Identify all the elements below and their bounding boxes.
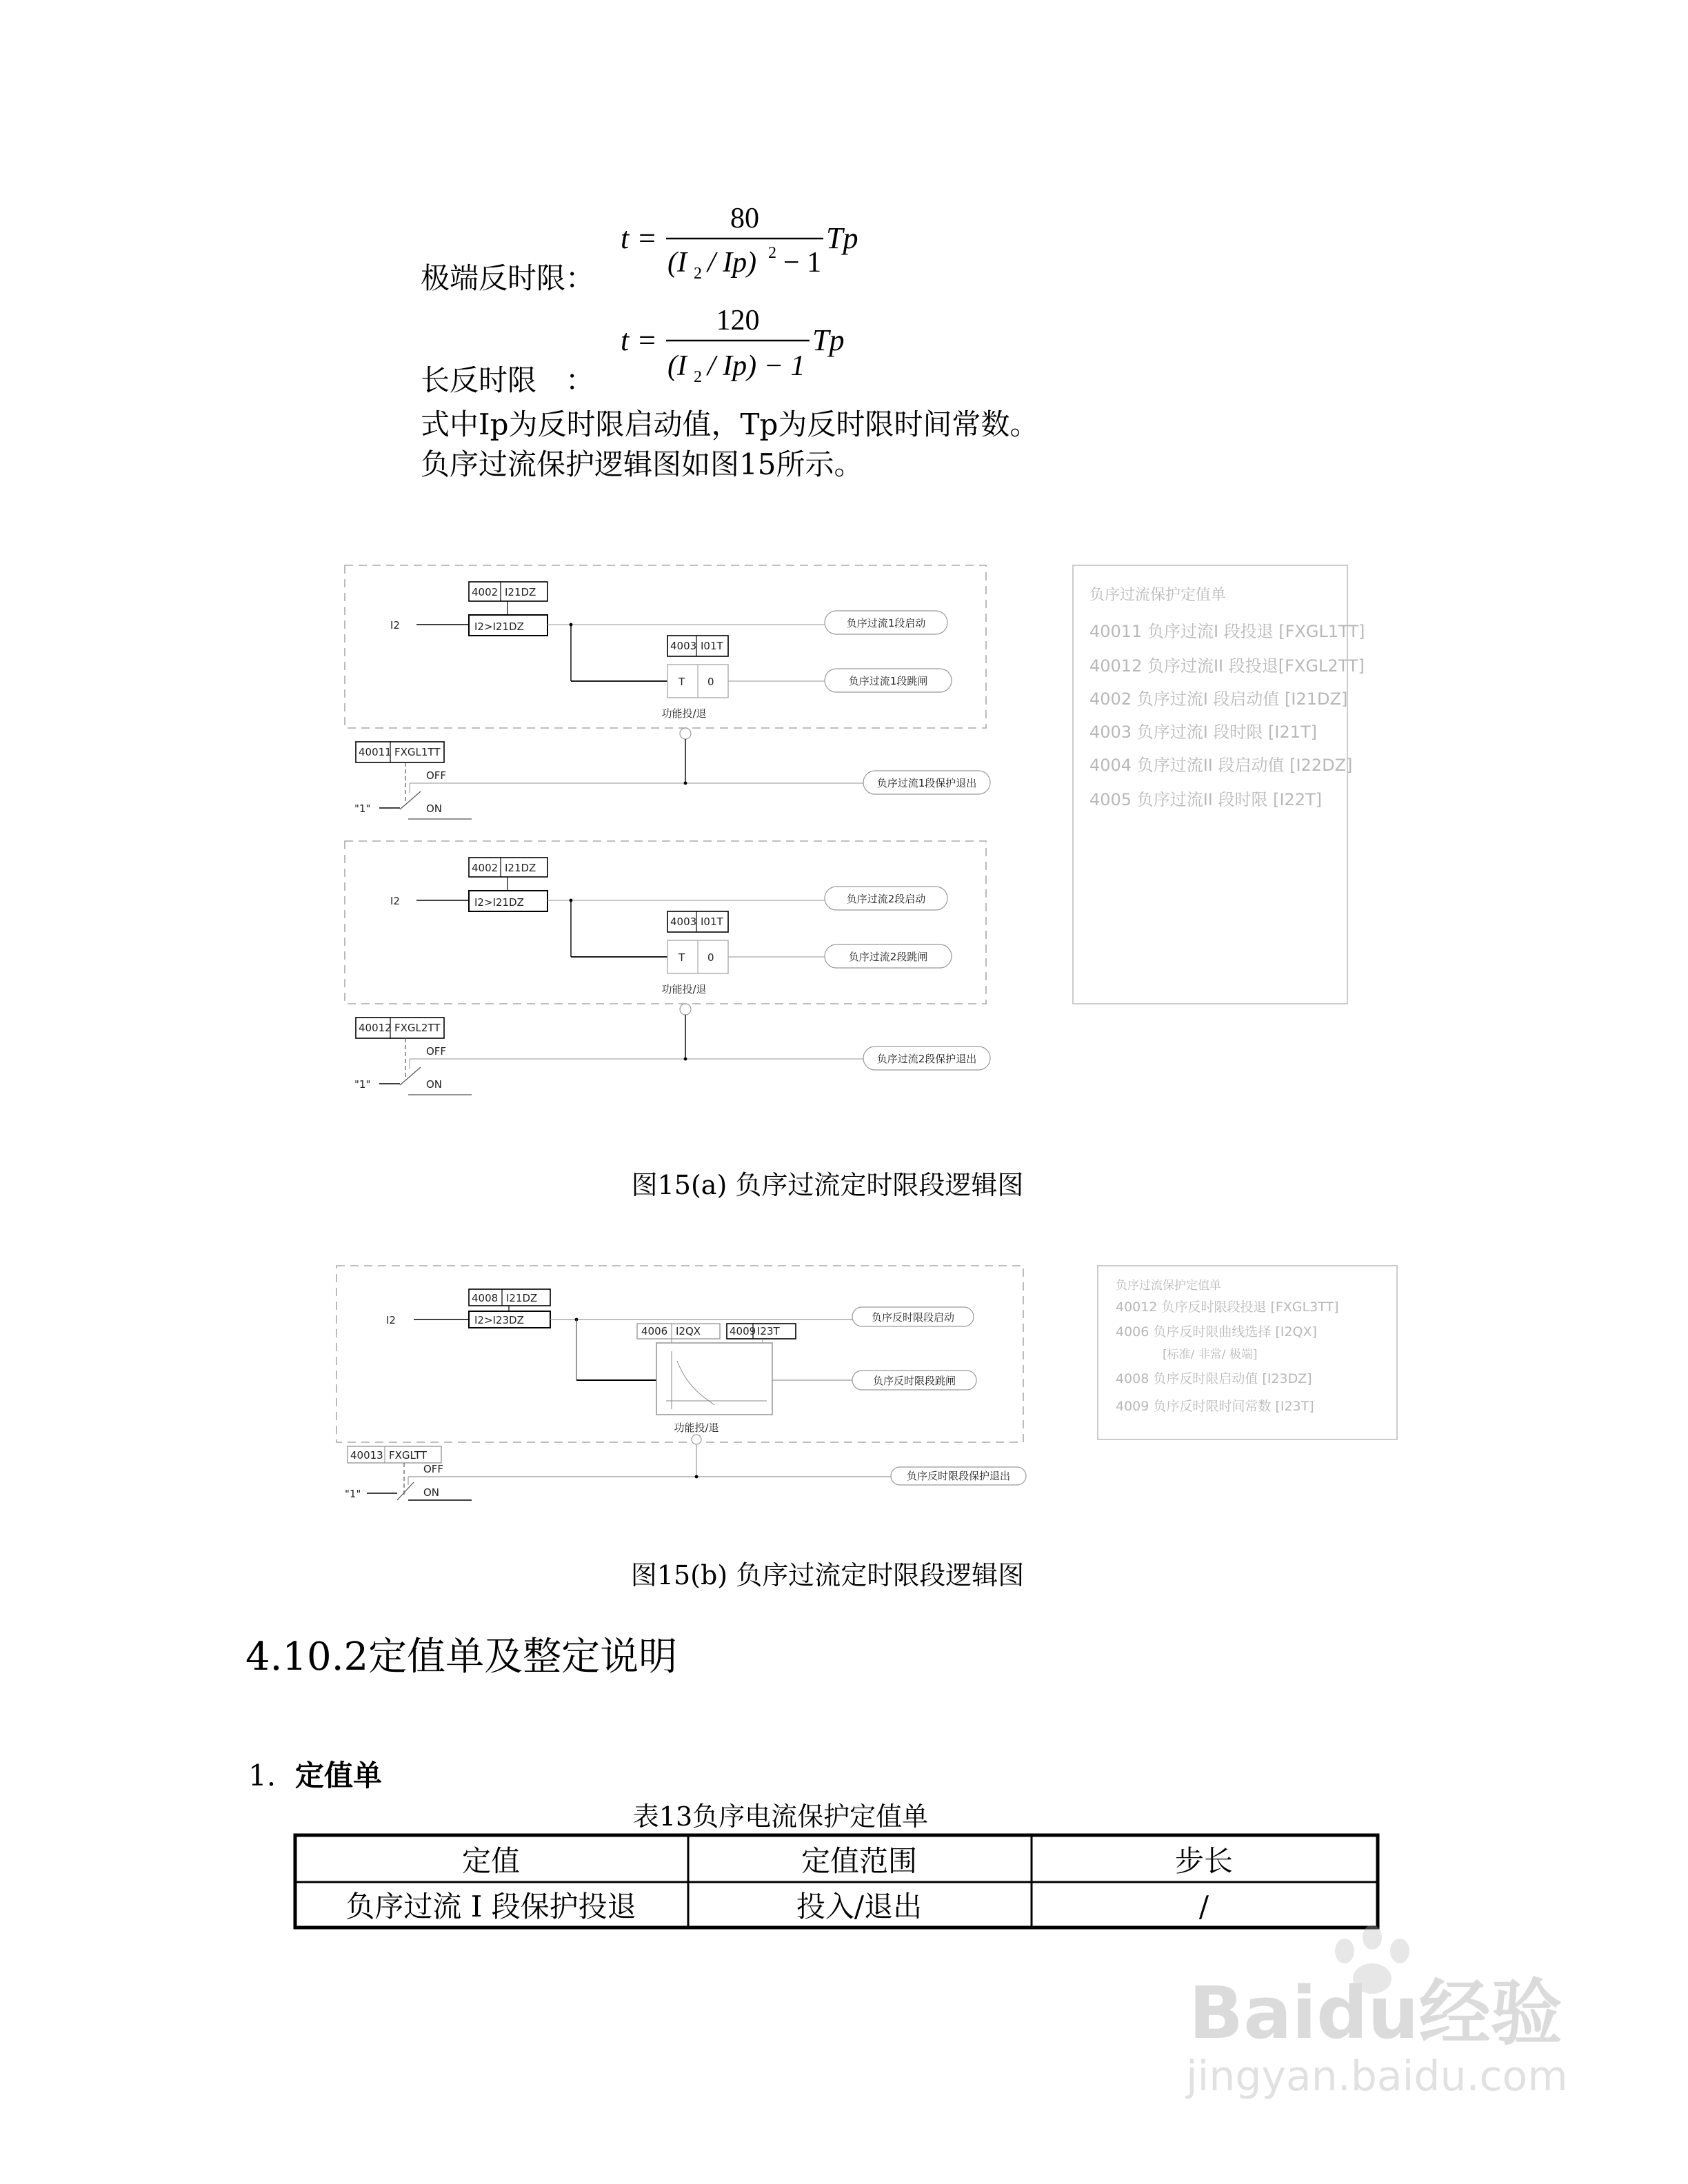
off-label: OFF [426,1045,447,1058]
settings-item: 4006 负序反时限曲线选择 [I2QX] [1116,1324,1317,1339]
on-label: ON [423,1486,440,1499]
formula-den: (I [667,247,687,279]
table-header: 定值范围 [801,1844,918,1878]
switch-name: FXGL2TT [394,1022,441,1034]
formula-den-mid: / Ip) [707,247,757,279]
function-toggle-label: 功能投/退 [661,983,707,995]
output-label: 负序反时限段跳闸 [872,1375,956,1387]
settings-item: 4003 负序过流I 段时限 [I21T] [1089,722,1318,742]
output-exit-label: 负序过流1段保护退出 [876,777,977,789]
table-cell: / [1198,1890,1209,1923]
subheading-number: 1. [248,1759,277,1792]
settings-item: 4008 负序反时限启动值 [I23DZ] [1116,1371,1312,1386]
switch-code: 40012 [359,1022,392,1034]
timer-zero: 0 [707,951,714,964]
settings-item: 4004 负序过流II 段启动值 [I22DZ] [1089,756,1353,775]
subheading-text: 定值单 [295,1759,383,1792]
settings-item: 40012 负序过流II 段投退[FXGL2TT] [1089,656,1365,676]
output-trip-label: 负序过流2段跳闸 [848,951,928,963]
timer-t: T [679,951,685,964]
switch-name: FXGLTT [389,1449,427,1462]
input-label: I2 [390,895,400,907]
formula-den-tail: − 1 [783,247,822,279]
curve-name: I2QX [676,1325,701,1337]
setting-code: 4008 [472,1292,499,1304]
timer-zero: 0 [707,676,714,688]
output-label: 负序反时限段启动 [871,1311,955,1324]
off-label: OFF [423,1463,444,1475]
setting-code: 4002 [472,586,499,598]
output-exit [891,1467,1026,1485]
table-caption: 表13负序电流保护定值单 [632,1801,929,1832]
logic-one-label: "1" [345,1488,361,1500]
watermark-brand: Baidu经验 [1189,1971,1563,2055]
formula-sub: 2 [694,265,702,283]
on-label: ON [426,802,443,815]
timer-name: I01T [701,916,723,928]
off-label: OFF [426,769,447,782]
timer-t: T [679,676,685,688]
settings-item: 40011 负序过流I 段投退 [FXGL1TT] [1089,622,1365,641]
settings-item: 40012 负序反时限段投退 [FXGL3TT] [1116,1300,1339,1315]
table-header: 定值 [461,1844,521,1878]
fig-a-section-2 [345,841,990,1095]
switch-code: 40011 [359,746,392,758]
section-heading: 4.10.2定值单及整定说明 [245,1635,678,1679]
watermark-url: jingyan.baidu.com [1186,2052,1568,2101]
fig-b-diagram [336,1266,1026,1500]
input-label: I2 [386,1314,396,1326]
paragraph: 式中Ip为反时限启动值，Tp为反时限时间常数。 [421,407,1039,441]
settings-item: [标准/ 非常/ 极端] [1163,1348,1258,1362]
formula-lhs: t = [621,323,657,357]
fig-a-settings-box [1073,565,1365,1004]
output-start [852,1307,974,1326]
connector-line [400,791,421,809]
settings-item: 4005 负序过流II 段时限 [I22T] [1089,790,1323,809]
timer-code: 4003 [670,640,697,652]
formula-factor: Tp [826,221,858,255]
timer-code: 4003 [670,916,697,928]
logic-one-label: "1" [354,1078,371,1091]
formula-sup: 2 [768,244,776,262]
junction-dot [684,1058,687,1061]
tconst-code: 4009 [730,1325,756,1337]
output-start-label: 负序过流2段启动 [846,893,926,905]
setting-name: I21DZ [506,1292,538,1304]
logic-one-label: "1" [354,802,371,815]
formula-numerator: 120 [716,305,760,336]
formula-factor: Tp [812,323,845,357]
settings-item: 4009 负序反时限时间常数 [I23T] [1116,1399,1314,1414]
logic-boundary [345,565,986,728]
settings-title: 负序过流保护定值单 [1116,1279,1221,1293]
junction-dot [684,782,687,785]
formula-numerator: 80 [730,203,759,234]
on-label: ON [426,1078,443,1091]
formula-den: (I [667,350,687,382]
switch-code: 40013 [350,1449,383,1462]
baidu-watermark [1185,1925,1568,2101]
tconst-name: I23T [757,1325,780,1337]
table-cell: 负序过流 I 段保护投退 [345,1890,636,1923]
formula-label: 极端反时限： [421,261,595,295]
setting-code: 4002 [472,862,499,874]
compare-label: I2>I21DZ [474,620,524,633]
settings-title: 负序过流保护定值单 [1089,587,1227,604]
table-header: 步长 [1174,1844,1234,1878]
function-toggle-label: 功能投/退 [674,1422,719,1434]
settings-table [295,1835,1378,1928]
function-toggle-node [680,1004,691,1015]
function-toggle-label: 功能投/退 [661,707,707,720]
table-row [345,1890,1209,1923]
formula-long-inverse [421,305,844,397]
inverse-curve-icon [677,1361,714,1405]
figure-caption: 图15(b) 负序过流定时限段逻辑图 [630,1560,1025,1590]
connector-line [400,1067,421,1085]
switch-name: FXGL1TT [394,746,441,758]
output-start-label: 负序过流1段启动 [846,617,926,629]
formula-lhs: t = [621,221,657,255]
compare-block: I2>I23DZ [474,1314,524,1326]
formula-label: 长反时限 ： [421,363,595,397]
curve-code: 4006 [641,1325,668,1337]
output-label: 负序反时限段保护退出 [906,1470,1011,1482]
compare-label: I2>I21DZ [474,896,524,909]
output-trip [852,1371,976,1390]
fig-b-settings-box [1098,1266,1397,1439]
paragraph: 负序过流保护逻辑图如图15所示。 [421,447,863,481]
logic-boundary [345,841,986,1004]
timer-name: I01T [701,640,723,652]
output-exit-label: 负序过流2段保护退出 [876,1053,977,1065]
setting-name: I21DZ [505,586,536,598]
table-cell: 投入/退出 [796,1890,923,1923]
output-trip-label: 负序过流1段跳闸 [848,675,928,687]
setting-name: I21DZ [505,862,536,874]
figure-caption: 图15(a) 负序过流定时限段逻辑图 [631,1170,1024,1200]
formula-extreme-inverse [421,203,858,295]
settings-item: 4002 负序过流I 段启动值 [I21DZ] [1089,689,1348,709]
formula-den-mid: / Ip) − 1 [707,350,805,382]
function-toggle-node [680,728,691,739]
input-label: I2 [390,619,400,631]
fig-a-section-1 [345,565,990,819]
formula-sub: 2 [694,368,702,386]
